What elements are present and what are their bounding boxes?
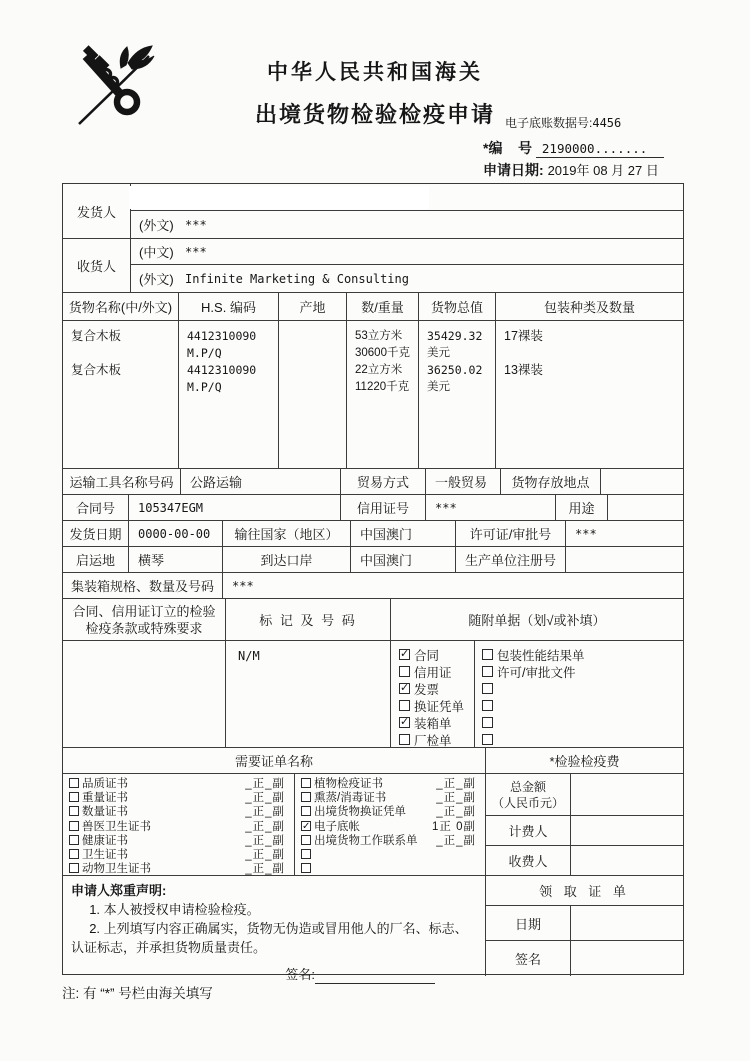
form-title-authority: 中华人民共和国海关: [267, 61, 483, 84]
fee-collector-value: [571, 846, 683, 875]
declaration-line-2: 2. 上列填写内容正确属实，货物无伪造或冒用他人的厂名、标志、认证标志，并承担货物质量责任。: [71, 921, 468, 955]
hs-code-2: 4412310090: [187, 363, 257, 377]
checkbox-electronic-ledger[interactable]: ✓: [302, 820, 311, 832]
container-row: [63, 573, 683, 599]
hs-code-1: 4412310090: [187, 329, 257, 343]
shipping-date-label: 发货日期: [63, 521, 129, 546]
terms-marks-docs-body: [63, 641, 683, 748]
goods-packing-cell: [496, 321, 683, 468]
packing-1: 17裸装: [504, 329, 543, 343]
form-title-document: 出境货物检验检疫申请: [254, 102, 495, 127]
checkbox-cert-empty-1[interactable]: [301, 849, 311, 859]
foreign-label: (外文): [139, 272, 174, 287]
checkbox-veterinary-cert[interactable]: [69, 821, 79, 831]
consignor-foreign-field: [131, 211, 683, 238]
consignor-chinese-field: [131, 184, 683, 211]
checkbox-contract[interactable]: ✓: [400, 648, 410, 660]
consignor-row: [63, 184, 683, 239]
usage-value: [608, 495, 683, 520]
checkbox-weight-cert[interactable]: [69, 792, 79, 802]
quantity-1: 53立方米: [355, 330, 403, 342]
checkbox-factory-inspection[interactable]: [399, 734, 410, 745]
signature-label: 签名:: [285, 967, 315, 982]
checkbox-empty-2[interactable]: [482, 700, 493, 711]
attached-docs-column-1: ✓ 合同 信用证 ✓ 发票 换证凭单 ✓ 装箱单 厂检单: [391, 641, 475, 747]
inspection-terms-value: [63, 641, 226, 747]
arrival-port-value: 中国澳门: [351, 547, 456, 572]
contract-number-value: 105347EGM: [129, 495, 341, 520]
total-value-1: 35429.32: [427, 329, 483, 343]
footer-note: 注: 有 “*” 号栏由海关填写: [62, 986, 213, 1001]
departure-place-value: 横琴: [129, 547, 223, 572]
fee-calculator-label: 计费人: [486, 816, 571, 845]
shipping-date-row: [63, 521, 683, 547]
checkbox-letter-of-credit[interactable]: [399, 666, 410, 677]
form-table: [62, 183, 684, 982]
certificates-fee-body: [63, 774, 683, 876]
pickup-date-value: [571, 906, 683, 940]
checkbox-sanitary-cert[interactable]: [69, 849, 79, 859]
certificates-column-1: 品质证书 _正_副 重量证书 _正_副 数量证书 _正_副 兽医卫生证书 _正_副 健康证书 _正_副 卫生证书 _正_副 动物卫生证书 _正_副: [63, 774, 295, 875]
trade-mode-value: 一般贸易: [426, 469, 501, 494]
serial-value-field: 2190000.......: [536, 141, 664, 158]
checkbox-certificate-exchange[interactable]: [399, 700, 410, 711]
consignee-chinese-value: ***: [185, 244, 207, 259]
credit-letter-value: ***: [426, 495, 556, 520]
consignor-foreign-value: ***: [185, 217, 207, 232]
electronic-ledger-number: [505, 114, 621, 131]
destination-country-value: 中国澳门: [351, 521, 456, 546]
goods-table-header: [63, 293, 683, 321]
storage-place-value: [601, 469, 683, 494]
goods-header-hs-code: H.S. 编码: [179, 293, 279, 320]
packing-2: 13裸装: [504, 363, 543, 377]
signature-blank-line: [315, 965, 435, 984]
checkbox-packing-list[interactable]: ✓: [400, 716, 410, 728]
certificates-fee-header: [63, 748, 683, 774]
applicant-declaration: [63, 876, 486, 982]
serial-number-row: [483, 138, 684, 158]
ledger-value: 4456: [592, 116, 622, 130]
inspection-fee-header: *检验检疫费: [549, 754, 620, 769]
application-date-value: 2019年 08 月 27 日: [547, 163, 659, 178]
goods-quantity-cell: 53立方米 30600千克 22立方米 11220千克: [347, 321, 419, 468]
required-certificates-header: 需要证单名称: [63, 748, 486, 773]
serial-label: *编 号: [483, 140, 533, 156]
ledger-label: 电子底账数据号:: [505, 116, 593, 130]
checkbox-fumigation-cert[interactable]: [301, 792, 311, 802]
consignor-label: 发货人: [63, 184, 131, 238]
checkbox-empty-4[interactable]: [482, 734, 493, 745]
arrival-port-label: 到达口岸: [223, 547, 351, 572]
chinese-label: (中文): [139, 245, 174, 260]
container-spec-label: 集装箱规格、数量及号码: [63, 573, 223, 598]
attached-documents-header: 随附单据（划√或补填）: [468, 613, 606, 628]
vehicle-value: 公路运输: [181, 469, 341, 494]
inspection-terms-header: 合同、信用证订立的检验 检疫条款或特殊要求: [63, 599, 226, 640]
pickup-signature-label: 签名: [486, 941, 571, 976]
declaration-title: 申请人郑重声明:: [71, 883, 167, 898]
shipping-date-value: 0000-00-00: [129, 521, 223, 546]
usage-label: 用途: [556, 495, 608, 520]
certificate-pickup-section: [486, 876, 683, 976]
fee-collector-label: 收费人: [486, 846, 571, 875]
producer-registration-value: [566, 547, 683, 572]
credit-letter-label: 信用证号: [341, 495, 426, 520]
goods-name-1: 复合木板: [71, 329, 122, 343]
checkbox-health-cert[interactable]: [69, 835, 79, 845]
storage-place-label: 货物存放地点: [501, 469, 601, 494]
pickup-signature-value: [571, 941, 683, 976]
checkbox-plant-quarantine-cert[interactable]: [301, 778, 311, 788]
consignee-label: 收货人: [63, 239, 131, 292]
vehicle-label: 运输工具名称号码: [63, 469, 181, 494]
goods-table-body: [63, 321, 683, 469]
goods-hs-cell: 4412310090 M.P/Q 4412310090 M.P/Q: [179, 321, 279, 468]
permit-number-label: 许可证/审批号: [456, 521, 566, 546]
checkbox-invoice[interactable]: ✓: [400, 682, 410, 694]
permit-number-value: ***: [575, 526, 597, 541]
trade-mode-label: 贸易方式: [341, 469, 426, 494]
consignee-row: [63, 239, 683, 293]
checkbox-work-contact-sheet[interactable]: [301, 835, 311, 845]
goods-header-quantity: 数/重量: [347, 293, 419, 320]
departure-row: [63, 547, 683, 573]
foreign-label: (外文): [139, 218, 174, 233]
declaration-pickup-row: [63, 876, 683, 982]
goods-name-cell: [63, 321, 179, 468]
application-date-label: 申请日期:: [483, 162, 544, 178]
container-spec-value: ***: [232, 578, 254, 593]
marks-numbers-header: 标 记 及 号 码: [226, 599, 391, 640]
total-value-2: 36250.02: [427, 363, 483, 377]
checkbox-quality-cert[interactable]: [69, 778, 79, 788]
declaration-line-1: 1. 本人被授权申请检验检疫。: [89, 902, 260, 917]
pickup-date-label: 日期: [486, 906, 571, 940]
total-amount-value: [571, 774, 683, 815]
consignee-foreign-value: Infinite Marketing & Consulting: [185, 271, 409, 286]
goods-header-origin: 产地: [279, 293, 347, 320]
certificates-column-2: 植物检疫证书 _正_副 熏蒸/消毒证书 _正_副 出境货物换证凭单 _正_副 ✓ 电子底帐 1正 0副 出境货物工作联系单 _正_副: [295, 774, 486, 875]
contract-row: [63, 495, 683, 521]
attached-docs-column-2: 包装性能结果单 许可/审批文件: [475, 641, 683, 747]
quantity-2: 22立方米: [355, 364, 403, 376]
departure-place-label: 启运地: [63, 547, 129, 572]
checkbox-cert-empty-2[interactable]: [301, 863, 311, 873]
consignee-chinese-field: [131, 239, 683, 265]
goods-name-2: 复合木板: [71, 363, 122, 377]
destination-country-label: 输往国家（地区）: [223, 521, 351, 546]
goods-origin-cell: [279, 321, 347, 468]
contract-number-label: 合同号: [63, 495, 129, 520]
checkbox-animal-health-cert[interactable]: [69, 863, 79, 873]
goods-header-total-value: 货物总值: [419, 293, 496, 320]
checkbox-packing-performance[interactable]: [482, 649, 493, 660]
consignee-foreign-field: [131, 265, 683, 292]
checkbox-quantity-cert[interactable]: [69, 806, 79, 816]
total-amount-label: 总金额 （人民币元）: [486, 774, 571, 815]
pickup-header: 领 取 证 单: [486, 876, 683, 906]
marks-numbers-value: N/M: [226, 641, 391, 747]
terms-marks-docs-header: [63, 599, 683, 641]
goods-header-name: 货物名称(中/外文): [63, 293, 179, 320]
customs-emblem-logo: [70, 40, 160, 132]
fee-calculator-value: [571, 816, 683, 845]
checkbox-permit-document[interactable]: [482, 666, 493, 677]
checkbox-empty-1[interactable]: [482, 683, 493, 694]
checkbox-exchange-voucher[interactable]: [301, 806, 311, 816]
goods-header-packing: 包装种类及数量: [543, 300, 635, 315]
fee-section: [486, 774, 683, 875]
goods-value-cell: 35429.32 美元 36250.02 美元: [419, 321, 496, 468]
redaction-block: [129, 186, 429, 209]
checkbox-empty-3[interactable]: [482, 717, 493, 728]
transport-row: [63, 469, 683, 495]
producer-registration-label: 生产单位注册号: [456, 547, 566, 572]
